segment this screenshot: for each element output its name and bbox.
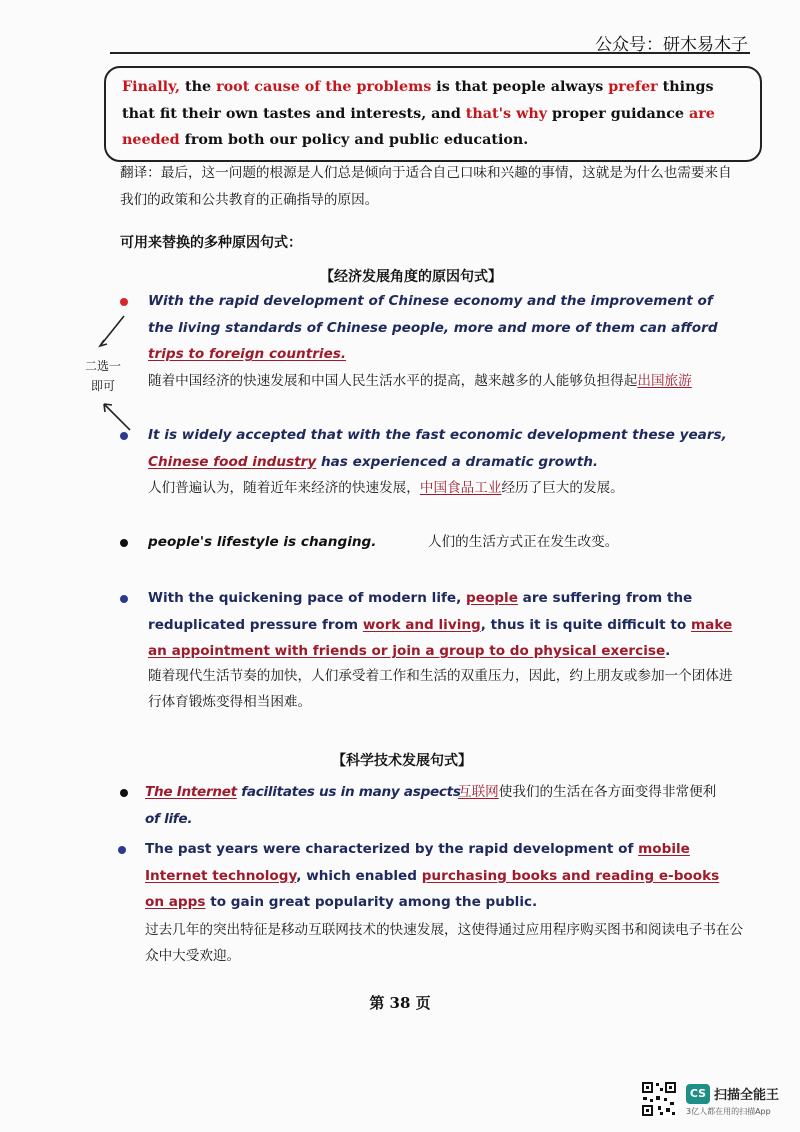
- bullet-black: [120, 539, 128, 547]
- key-text: is that people always: [431, 79, 609, 95]
- key-sentence-box: [104, 66, 762, 162]
- header-rule: [110, 52, 750, 54]
- key-text: from both our policy and public education.: [179, 132, 529, 148]
- sentence-e3: people's lifestyle is changing.: [148, 534, 377, 550]
- translation-e3: 人们的生活方式正在发生改变。: [428, 534, 619, 550]
- arrow-down-icon: [100, 400, 134, 434]
- key-phrase: that's why: [465, 105, 548, 122]
- key-phrase: prefer: [608, 79, 658, 95]
- translation-t2: 过去几年的突出特征是移动互联网技术的快速发展，这使得通过应用程序购买图书和阅读电子书在公众中大受欢迎。: [145, 922, 744, 964]
- choose-one-note: 二选一即可: [84, 359, 121, 393]
- category-economy: 【经济发展角度的原因句式】: [320, 269, 502, 285]
- translation-e4: 随着现代生活节奏的加快，人们承受着工作和生活的双重压力，因此，约上朋友或参加一个团体进行体育锻炼变得相当困难。: [148, 668, 733, 710]
- key-phrase: root cause of the problems: [216, 79, 432, 95]
- translation: 翻译：最后，这一问题的根源是人们总是倾向于适合自己口味和兴趣的事情，这就是为什么也需要来自我们的政策和公共教育的正确指导的原因。: [120, 165, 732, 208]
- translation-t1: 互联网使我们的生活在各方面变得非常便利: [458, 784, 717, 800]
- page-number: 第 38 页: [369, 994, 431, 1012]
- translation-e2: 人们普遍认为，随着近年来经济的快速发展，中国食品工业经历了巨大的发展。: [148, 480, 624, 496]
- bullet-blue: [120, 432, 128, 440]
- scanner-watermark: [640, 1080, 790, 1120]
- app-tagline: 3亿人都在用的扫描App: [686, 1107, 771, 1116]
- key-text: proper guidance: [547, 105, 689, 122]
- sentence-t1: The Internet facilitates us in many aspects of life.: [145, 784, 461, 827]
- sentence-e2: It is widely accepted that with the fast economic development these years, Chinese food industry has experienced a dramatic growth.: [148, 427, 727, 470]
- key-text: things that fit their own tastes and interests, and: [122, 79, 714, 122]
- header-account: 公众号：研木易木子: [595, 35, 748, 55]
- key-phrase: Finally,: [122, 79, 181, 95]
- translation-e1: 随着中国经济的快速发展和中国人民生活水平的提高，越来越多的人能够负担得起出国旅游: [148, 373, 692, 389]
- bullet-blue: [118, 846, 126, 854]
- category-technology: 【科学技术发展句式】: [332, 753, 472, 769]
- sentence-t2: The past years were characterized by the rapid development of mobile Internet technology, which enabled purchasing books and reading e-books on apps to gain great popularity among the public.: [145, 841, 720, 910]
- sentence-e4: With the quickening pace of modern life, people are suffering from the reduplicated pressure from work and living, thus it is quite difficult to make an appointment with friends or join a group to do physical exercise.: [148, 590, 733, 659]
- bullet-red: [120, 298, 128, 306]
- subheading: 可用来替换的多种原因句式：: [120, 235, 302, 251]
- key-phrase: are needed: [122, 105, 715, 148]
- key-text: the: [180, 79, 217, 95]
- qr-code-icon: [640, 1080, 678, 1118]
- arrow-up-icon: [98, 312, 128, 348]
- bullet-black: [120, 789, 128, 797]
- bullet-blue: [120, 595, 128, 603]
- camscanner-logo: CS: [686, 1084, 710, 1104]
- app-name: 扫描全能王: [714, 1088, 780, 1103]
- sentence-e1: With the rapid development of Chinese economy and the improvement of the living standards of Chinese people, more and more of them can afford trips to foreign countries.: [148, 293, 718, 362]
